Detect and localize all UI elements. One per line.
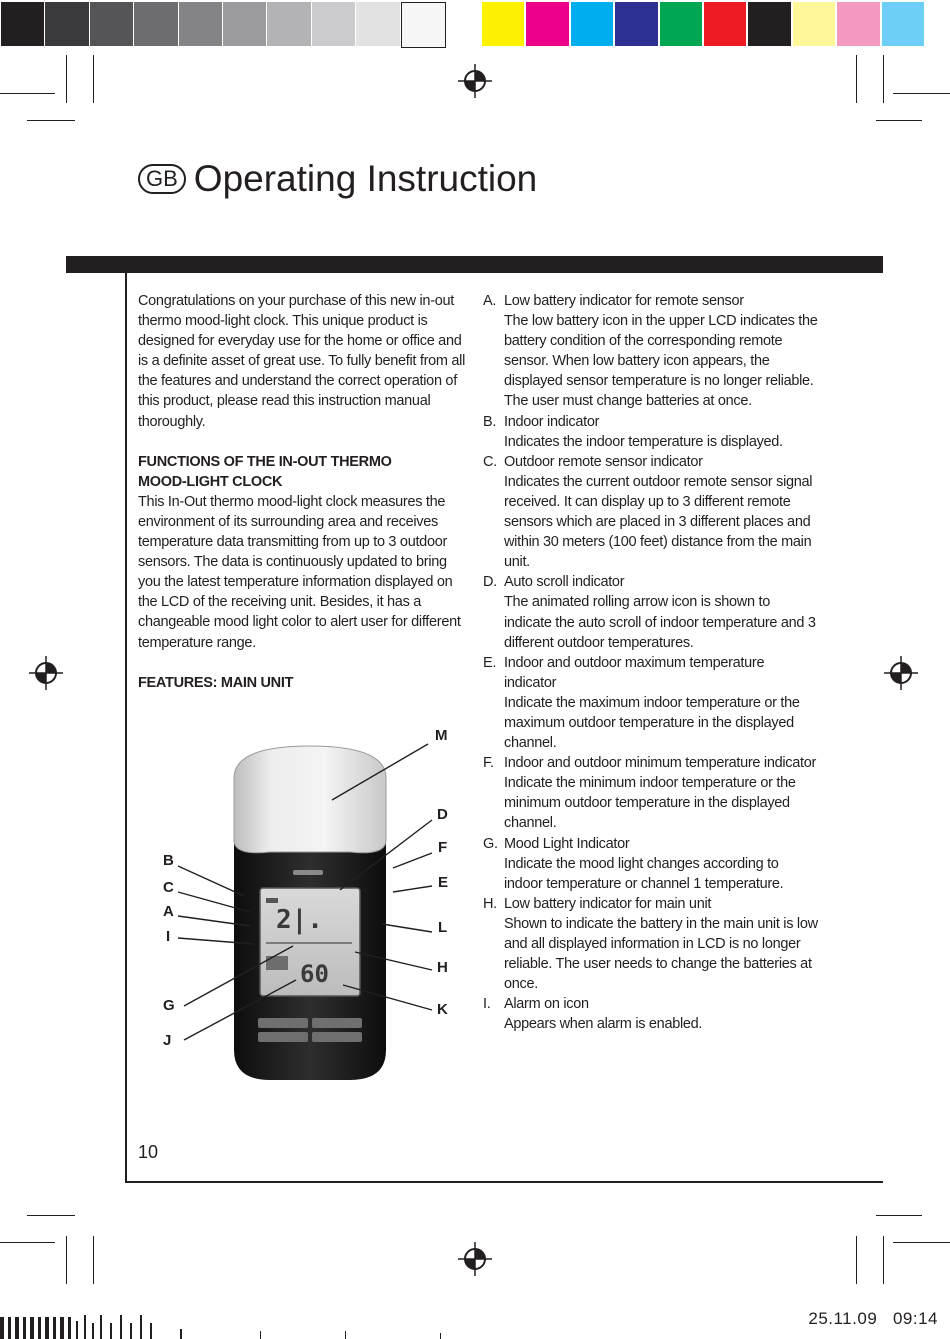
left-column	[138, 291, 468, 693]
title-text: Operating Instruction	[193, 158, 538, 199]
list-item	[483, 834, 818, 894]
callout-k: K	[437, 1001, 448, 1018]
gray-swatch	[223, 2, 266, 46]
list-item	[483, 452, 818, 573]
item-title: Indoor and outdoor minimum temperature indicator	[504, 755, 817, 772]
process-color-swatch	[571, 2, 613, 46]
process-color-swatch	[748, 2, 790, 46]
functions-heading-line1: FUNCTIONS OF THE IN-OUT THERMO	[138, 453, 392, 470]
registration-mark-left	[29, 656, 63, 690]
item-title: Low battery indicator for main unit	[504, 895, 712, 912]
registration-mark-top	[458, 64, 492, 98]
intro-paragraph: Congratulations on your purchase of this new in-out thermo mood-light clock. This unique product is designed for everyday use for the home or office and is a definite asset of great use. To fully benefit from all the features and understand the correct operation of this product, please read this instruction manual thoroughly.	[138, 293, 465, 430]
gray-swatch	[45, 2, 88, 46]
item-description: Indicate the minimum indoor temperature or the minimum outdoor temperature in the displayed channel.	[504, 775, 796, 832]
process-color-swatch	[704, 2, 746, 46]
gray-swatch	[401, 2, 446, 48]
left-rule	[125, 273, 127, 1183]
item-title: Indoor indicator	[504, 413, 600, 430]
item-title: Mood Light Indicator	[504, 835, 630, 852]
feature-list	[483, 291, 818, 1034]
list-item	[483, 753, 818, 833]
callout-l: L	[438, 919, 448, 936]
gray-swatch	[179, 2, 222, 46]
callout-c: C	[163, 879, 174, 896]
list-item	[483, 653, 818, 753]
callout-a: A	[163, 903, 174, 920]
item-title: Outdoor remote sensor indicator	[504, 453, 703, 470]
item-description: Indicates the indoor temperature is displayed.	[504, 433, 783, 450]
item-description: Indicate the mood light changes according to indoor temperature or channel 1 temperature.	[504, 855, 784, 892]
process-color-swatch	[793, 2, 835, 46]
callout-f: F	[438, 839, 448, 856]
callout-j: J	[163, 1032, 172, 1049]
page-title	[138, 158, 537, 200]
item-description: Appears when alarm is enabled.	[504, 1016, 703, 1033]
item-letter: F.	[483, 755, 494, 772]
list-item	[483, 412, 818, 452]
language-badge: GB	[138, 164, 186, 194]
item-letter: I.	[483, 996, 491, 1013]
print-date: 25.11.09	[808, 1309, 878, 1328]
item-description: Indicates the current outdoor remote sensor signal received. It can display up to 3 different remote sensors which are placed in 3 different places and within 30 meters (100 feet) distance from the main unit.	[504, 473, 813, 571]
item-description: Shown to indicate the battery in the main unit is low and all displayed information in LCD is no longer reliable. The user needs to change the batteries at once.	[504, 915, 818, 993]
gray-swatch	[90, 2, 133, 46]
list-item	[483, 894, 818, 994]
item-letter: A.	[483, 293, 497, 309]
page-number: 10	[138, 1142, 159, 1162]
gray-swatch	[134, 2, 177, 46]
print-barcode-strip	[0, 1311, 450, 1339]
gray-swatch	[267, 2, 310, 46]
header-band	[66, 256, 883, 273]
calibration-divider	[468, 2, 482, 46]
item-title: Low battery indicator for remote sensor	[504, 293, 744, 309]
gray-swatch	[356, 2, 399, 46]
functions-heading-line2: MOOD-LIGHT CLOCK	[138, 473, 283, 490]
item-letter: D.	[483, 574, 497, 591]
item-title: Indoor and outdoor maximum temperature indicator	[504, 654, 765, 691]
gray-swatch	[1, 2, 44, 46]
callout-e: E	[438, 874, 449, 891]
process-color-swatch	[882, 2, 924, 46]
gray-swatch	[312, 2, 355, 46]
list-item	[483, 572, 818, 652]
callout-d: D	[437, 806, 448, 823]
functions-paragraph: This In-Out thermo mood-light clock measures the environment of its surrounding area and receives temperature data transmitting from up to 3 outdoor sensors. The data is continuously updated to bring you the latest temperature information displayed on the LCD of the receiving unit. Besides, it has a changeable mood light color to alert user for different temperature range.	[138, 493, 461, 651]
item-description: The low battery icon in the upper LCD indicates the battery condition of the corresponding remote sensor. When low battery icon appears, the displayed sensor temperature is no longer reliable. The user must change batteries at once.	[504, 313, 818, 410]
print-time: 09:14	[892, 1309, 938, 1328]
callout-i: I	[166, 928, 171, 945]
process-color-swatch	[526, 2, 568, 46]
process-color-swatch	[837, 2, 879, 46]
item-description: Indicate the maximum indoor temperature or the maximum outdoor temperature in the displayed channel.	[504, 694, 800, 752]
svg-text:2|.: 2|.	[276, 905, 323, 935]
svg-text:60: 60	[300, 960, 329, 988]
thermo-clock-image	[150, 720, 465, 1090]
item-title: Alarm on icon	[504, 996, 589, 1013]
callout-m: M	[435, 727, 448, 744]
list-item	[483, 291, 818, 412]
callout-h: H	[437, 959, 448, 976]
item-letter: B.	[483, 413, 497, 430]
process-color-swatch	[615, 2, 657, 46]
item-letter: C.	[483, 453, 497, 470]
item-letter: G.	[483, 835, 498, 852]
registration-mark-right	[884, 656, 918, 690]
registration-mark-bottom	[458, 1242, 492, 1276]
callout-g: G	[163, 997, 175, 1014]
process-color-swatch	[482, 2, 524, 46]
item-description: The animated rolling arrow icon is shown to indicate the auto scroll of indoor temperature and 3 different outdoor temperatures.	[504, 594, 816, 651]
callout-b: B	[163, 852, 174, 869]
item-letter: H.	[483, 895, 497, 912]
print-timestamp	[808, 1309, 938, 1329]
item-letter: E.	[483, 654, 497, 671]
features-heading: FEATURES: MAIN UNIT	[138, 674, 294, 691]
list-item	[483, 994, 818, 1034]
process-color-swatch	[660, 2, 702, 46]
device-illustration	[150, 720, 465, 1090]
bottom-rule	[125, 1181, 883, 1183]
item-title: Auto scroll indicator	[504, 574, 625, 591]
